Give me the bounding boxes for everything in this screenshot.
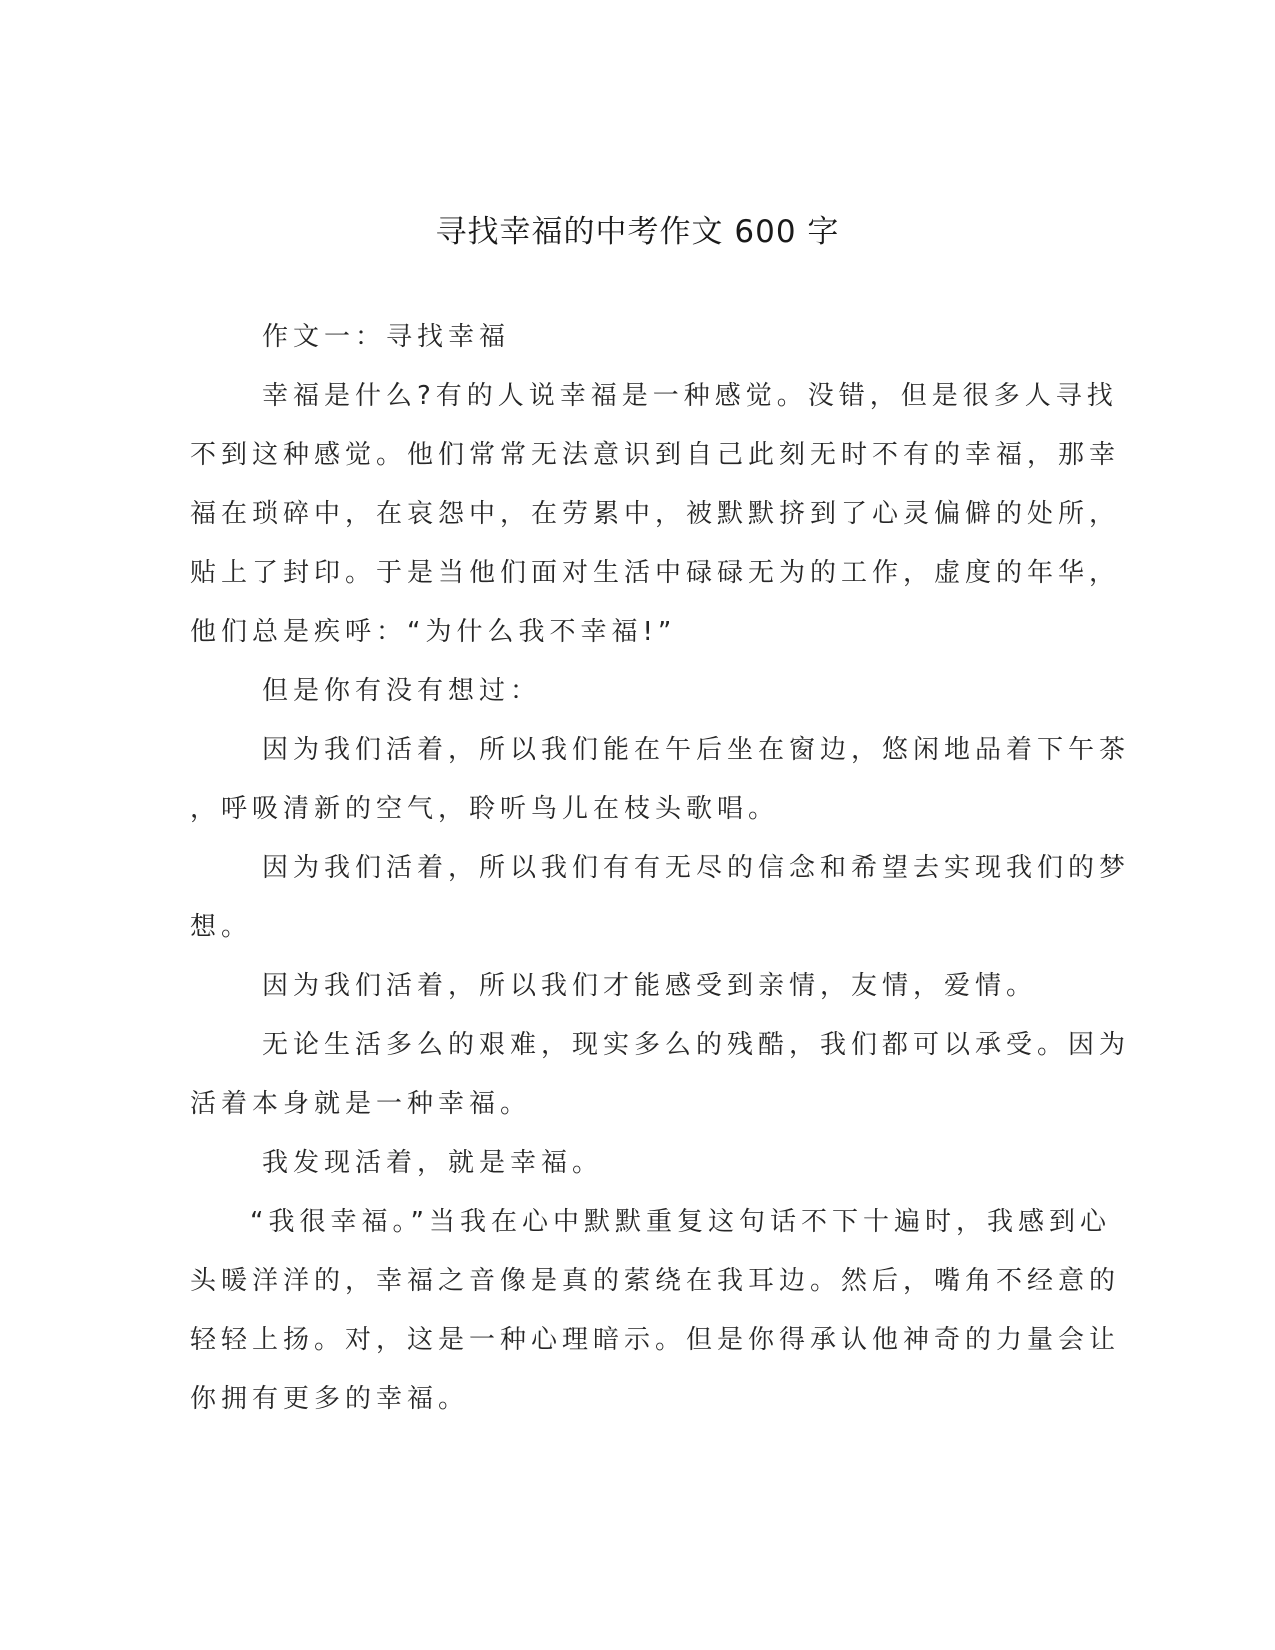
text-line: 因为我们活着，所以我们才能感受到亲情，友情，爱情。 <box>262 971 1038 1001</box>
text-line: 无论生活多么的艰难，现实多么的残酷，我们都可以承受。因为 <box>262 1030 1131 1060</box>
text-line: 头暖洋洋的，幸福之音像是真的萦绕在我耳边。然后，嘴角不经意的 <box>190 1266 1121 1296</box>
text-line: 想。 <box>190 912 253 942</box>
text-line: “我很幸福。”当我在心中默默重复这句话不下十遍时，我感到心 <box>250 1207 1111 1237</box>
text-line: 因为我们活着，所以我们有有无尽的信念和希望去实现我们的梦 <box>262 853 1131 883</box>
text-line: 不到这种感觉。他们常常无法意识到自己此刻无时不有的幸福，那幸 <box>190 440 1121 470</box>
text-line: 他们总是疾呼：“为什么我不幸福!” <box>190 617 677 647</box>
text-line: 福在琐碎中，在哀怨中，在劳累中，被默默挤到了心灵偏僻的处所， <box>190 499 1121 529</box>
text-line: 但是你有没有想过： <box>262 676 542 706</box>
text-line: 活着本身就是一种幸福。 <box>190 1089 532 1119</box>
text-line: 幸福是什么?有的人说幸福是一种感觉。没错，但是很多人寻找 <box>262 381 1118 411</box>
text-line: 我发现活着，就是幸福。 <box>262 1148 604 1178</box>
text-line: 贴上了封印。于是当他们面对生活中碌碌无为的工作，虚度的年华， <box>190 558 1121 588</box>
document-title: 寻找幸福的中考作文 600 字 <box>435 214 840 250</box>
text-line: 因为我们活着，所以我们能在午后坐在窗边，悠闲地品着下午茶 <box>262 735 1131 765</box>
text-line: 轻轻上扬。对，这是一种心理暗示。但是你得承认他神奇的力量会让 <box>190 1325 1121 1355</box>
text-line: ，呼吸清新的空气，聆听鸟儿在枝头歌唱。 <box>190 794 780 824</box>
text-line: 作文一：寻找幸福 <box>262 322 511 352</box>
text-line: 你拥有更多的幸福。 <box>190 1384 470 1414</box>
